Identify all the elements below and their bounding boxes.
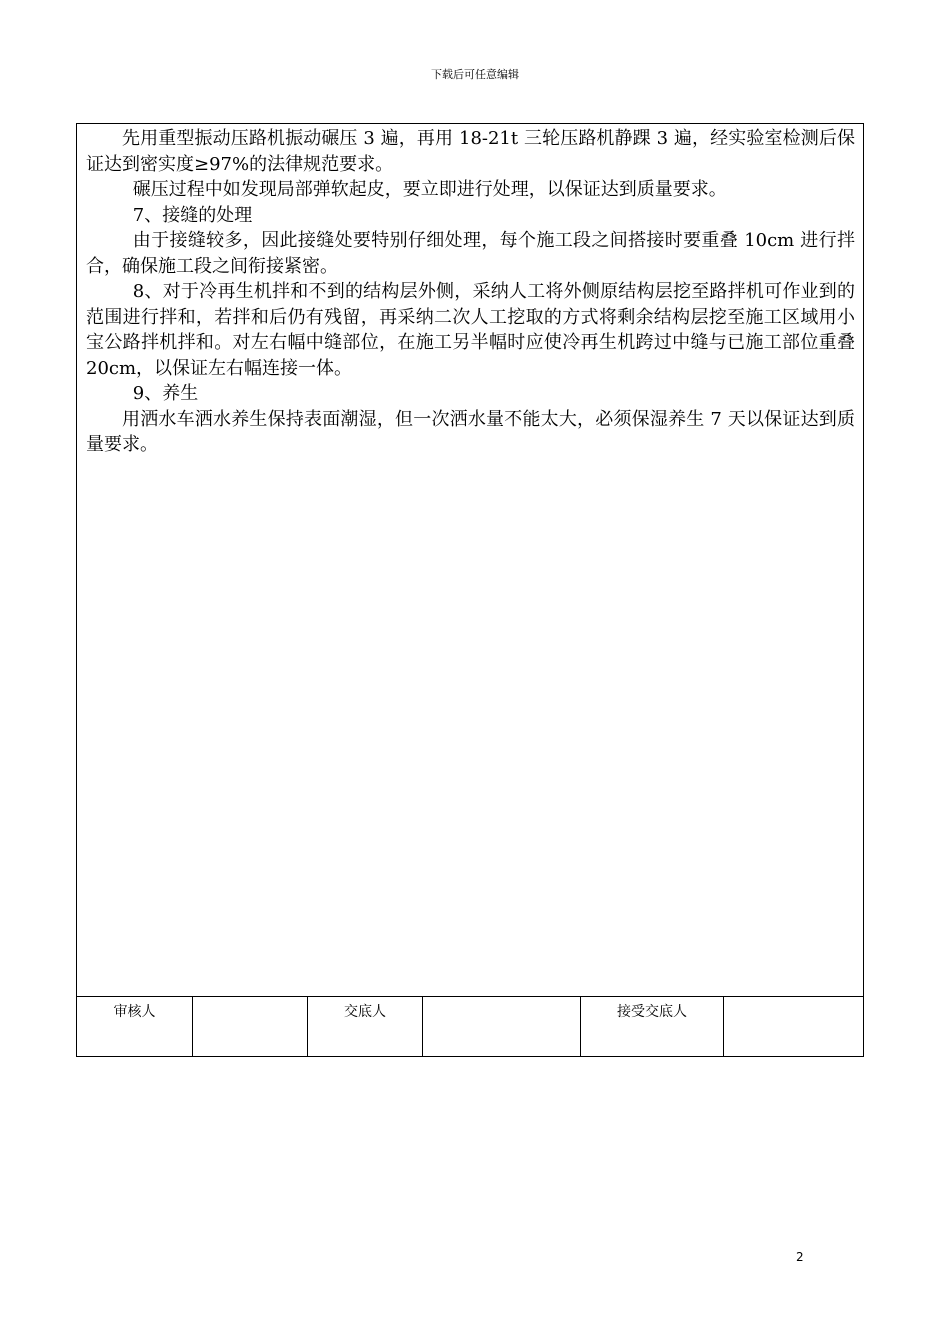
header-note: 下载后可任意编辑	[431, 68, 519, 81]
presenter-label: 交底人	[308, 997, 423, 1056]
signature-row	[77, 996, 863, 1056]
content-cell	[77, 124, 863, 996]
disclosure-table	[76, 123, 864, 1057]
reviewer-label: 审核人	[77, 997, 193, 1056]
paragraph-compaction: 先用重型振动压路机振动碾压 3 遍，再用 18-21t 三轮压路机静踝 3 遍，经实验室检测后保证达到密实度≥97%的法律规范要求。	[86, 128, 855, 175]
receiver-field[interactable]	[724, 997, 863, 1056]
presenter-field[interactable]	[423, 997, 581, 1056]
paragraph-curing: 用洒水车洒水养生保持表面潮湿，但一次洒水量不能太大，必须保湿养生 7 天以保证达到质量要求。	[86, 408, 855, 455]
paragraph-joint-treatment: 由于接缝较多，因此接缝处要特别仔细处理，每个施工段之间搭接时要重叠 10cm 进行拌合，确保施工段之间衔接紧密。	[86, 230, 855, 277]
receiver-label: 接受交底人	[581, 997, 724, 1056]
heading-curing: 9、养生	[132, 383, 199, 404]
paragraph-edge-mixing: 8、对于冷再生机拌和不到的结构层外侧，采纳人工将外侧原结构层挖至路拌机可作业到的范围进行拌和，若拌和后仍有残留，再采纳二次人工挖取的方式将剩余结构层挖至施工区域用小宝公路拌机拌和。对左右幅中缝部位，在施工另半幅时应使冷再生机跨过中缝与已施工部位重叠 20cm，以保证左右幅连接一体。	[86, 281, 855, 379]
reviewer-field[interactable]	[193, 997, 308, 1056]
paragraph-rolling-check: 碾压过程中如发现局部弹软起皮，要立即进行处理，以保证达到质量要求。	[132, 179, 727, 200]
page-number: 2	[796, 1250, 804, 1264]
heading-joint-treatment: 7、接缝的处理	[132, 204, 253, 226]
